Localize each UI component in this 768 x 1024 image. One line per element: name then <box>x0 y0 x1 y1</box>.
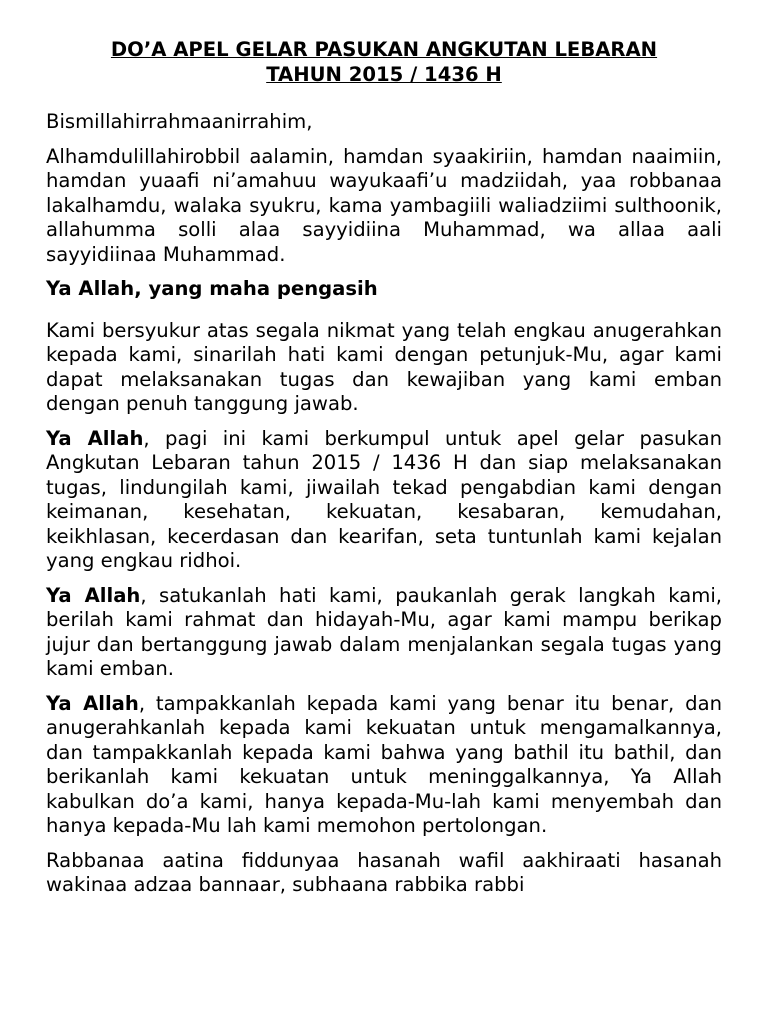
opening-line: Bismillahirrahmaanirrahim, <box>46 110 313 133</box>
paragraph-2-lead: Ya Allah <box>46 426 144 450</box>
paragraph-2 <box>46 427 722 574</box>
paragraph-4 <box>46 692 722 839</box>
title-line-1: DO’A APEL GELAR PASUKAN ANGKUTAN LEBARAN <box>110 38 658 61</box>
paragraph-1: Kami bersyukur atas segala nikmat yang telah engkau anugerahkan kepada kami, sinarilah hati kami dengan petunjuk-Mu, agar kami dapat melaksanakan tugas dan kewajiban yang kami emban dengan penuh tanggung jawab. <box>46 318 722 415</box>
title-line-2: TAHUN 2015 / 1436 H <box>266 62 502 86</box>
paragraph-3 <box>46 584 722 682</box>
paragraph-3-lead: Ya Allah <box>46 583 141 607</box>
closing-paragraph: Rabbanaa aatina fiddunyaa hasanah wafil aakhiraati hasanah wakinaa adzaa bannaar, subhaana rabbika rabbi <box>46 848 722 896</box>
paragraph-4-text: , tampakkanlah kepada kami yang benar itu benar, dan anugerahkanlah kepada kami kekuatan untuk mengamalkannya, dan tampakkanlah kepada kami bahwa yang bathil itu bathil, dan berikanlah kami kekuatan untuk meninggalkannya, Ya Allah kabulkan do’a kami, hanya kepada-Mu-lah kami menyembah dan hanya kepada-Mu lah kami memohon pertolongan. <box>46 691 723 837</box>
section-heading: Ya Allah, yang maha pengasih <box>46 277 378 300</box>
document-title <box>46 38 722 87</box>
praise-paragraph: Alhamdulillahirobbil aalamin, hamdan syaakiriin, hamdan naaimiin, hamdan yuaafi ni’amahuu wayukaafi’u madziidah, yaa robbanaa lakalhamdu, walaka syukru, kama yambagiili waliadziimi sulthoonik, allahumma solli alaa sayyidiina Muhammad, wa allaa aali sayyidiinaa Muhammad. <box>46 144 722 266</box>
paragraph-2-text: , pagi ini kami berkumpul untuk apel gelar pasukan Angkutan Lebaran tahun 2015 / 1436 H dan siap melaksanakan tugas, lindungilah kami, jiwailah tekad pengabdian kami dengan keimanan, kesehatan, kekuatan, kesabaran, kemudahan, keikhlasan, kecerdasan dan kearifan, seta tuntunlah kami kejalan yang engkau ridhoi. <box>46 426 723 572</box>
paragraph-4-lead: Ya Allah <box>46 691 139 715</box>
paragraph-3-text: , satukanlah hati kami, paukanlah gerak langkah kami, berilah kami rahmat dan hidayah-Mu, agar kami mampu berikap jujur dan bertanggung jawab dalam menjalankan segala tugas yang kami emban. <box>46 583 722 680</box>
document-page <box>46 38 722 908</box>
